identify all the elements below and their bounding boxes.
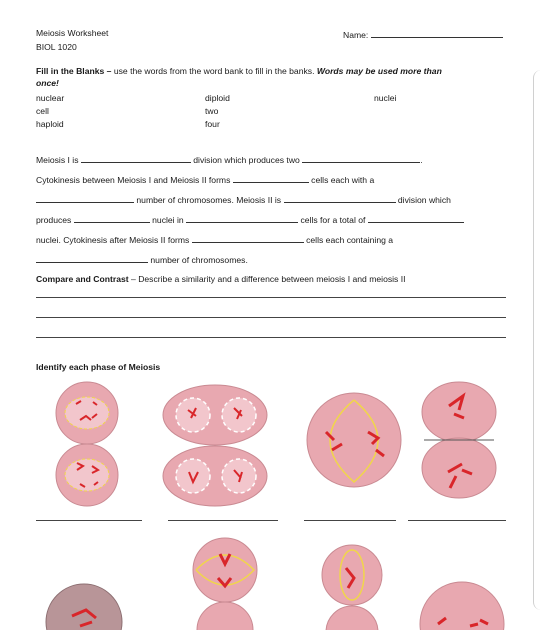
word-bank-item: nuclei [374, 93, 397, 103]
line-text: Meiosis I is [36, 155, 79, 165]
compare-contrast-prompt [36, 274, 406, 285]
word-bank-item: two [205, 106, 219, 116]
fill-in-instructions [36, 66, 442, 77]
fill-in-heading: Fill in the Blanks – [36, 66, 112, 76]
fill-in-text: use the words from the word bank to fill in the banks. [111, 66, 317, 76]
word-bank-item: nuclear [36, 93, 65, 103]
blank-field[interactable] [192, 233, 304, 243]
blank-field[interactable] [36, 193, 134, 203]
phase-cell-3 [307, 393, 401, 487]
blank-field[interactable] [368, 213, 464, 223]
name-label-text: Name: [343, 30, 369, 40]
line-text: number of chromosomes. [150, 255, 248, 265]
line-text: number of chromosomes. Meiosis II is [136, 195, 282, 205]
page-edge [533, 70, 540, 610]
phase-cell-4 [422, 382, 496, 498]
line-text: cells for a total of [300, 215, 366, 225]
sentence-line-1 [36, 153, 423, 166]
word-bank-item: four [205, 119, 220, 129]
blank-field[interactable] [284, 193, 396, 203]
answer-line[interactable] [36, 317, 506, 318]
worksheet-title: Meiosis Worksheet [36, 28, 109, 38]
phase-cell-6 [322, 545, 382, 630]
blank-field[interactable] [81, 153, 191, 163]
identify-heading: Identify each phase of Meiosis [36, 362, 161, 372]
blank-field[interactable] [186, 213, 298, 223]
answer-line[interactable] [36, 337, 506, 338]
word-bank-item: diploid [205, 93, 230, 103]
line-text: cells each with a [311, 175, 375, 185]
line-text: nuclei in [152, 215, 184, 225]
blank-field[interactable] [233, 173, 309, 183]
phase-cell-1 [56, 382, 118, 506]
phase-cell-5 [193, 538, 257, 630]
sentence-line-6 [36, 253, 248, 266]
line-text: produces [36, 215, 72, 225]
phase-answer-line[interactable] [36, 520, 142, 521]
meiosis-phase-diagrams [0, 380, 540, 630]
word-bank-item: haploid [36, 119, 64, 129]
line-text: division which produces two [193, 155, 300, 165]
line-text: nuclei. Cytokinesis after Meiosis II forms [36, 235, 190, 245]
word-bank-item: cell [36, 106, 49, 116]
compare-heading: Compare and Contrast [36, 274, 129, 284]
sentence-line-3 [36, 193, 451, 206]
phase-cell-2 [163, 385, 267, 506]
blank-field[interactable] [36, 253, 148, 263]
fill-in-emphasis-1: Words may be used more than [316, 66, 442, 76]
answer-line[interactable] [36, 297, 506, 298]
sentence-line-2 [36, 173, 374, 186]
compare-text: – Describe a similarity and a difference between meiosis I and meiosis II [128, 274, 406, 284]
line-text: Cytokinesis between Meiosis I and Meiosis II forms [36, 175, 231, 185]
phase-answer-line[interactable] [168, 520, 278, 521]
sentence-line-5 [36, 233, 393, 246]
blank-field[interactable] [302, 153, 423, 165]
name-field[interactable] [371, 28, 503, 38]
fill-in-emphasis-2: once! [36, 78, 59, 88]
phase-answer-line[interactable] [408, 520, 506, 521]
blank-field[interactable] [74, 213, 150, 223]
phase-cell-8 [420, 582, 504, 630]
name-label [343, 28, 503, 41]
phase-answer-line[interactable] [304, 520, 396, 521]
line-text: cells each containing a [306, 235, 394, 245]
sentence-line-4 [36, 213, 464, 226]
line-text: division which [397, 195, 451, 205]
line-text: . [420, 155, 423, 165]
course-code: BIOL 1020 [36, 42, 77, 52]
phase-cell-7 [46, 584, 122, 630]
